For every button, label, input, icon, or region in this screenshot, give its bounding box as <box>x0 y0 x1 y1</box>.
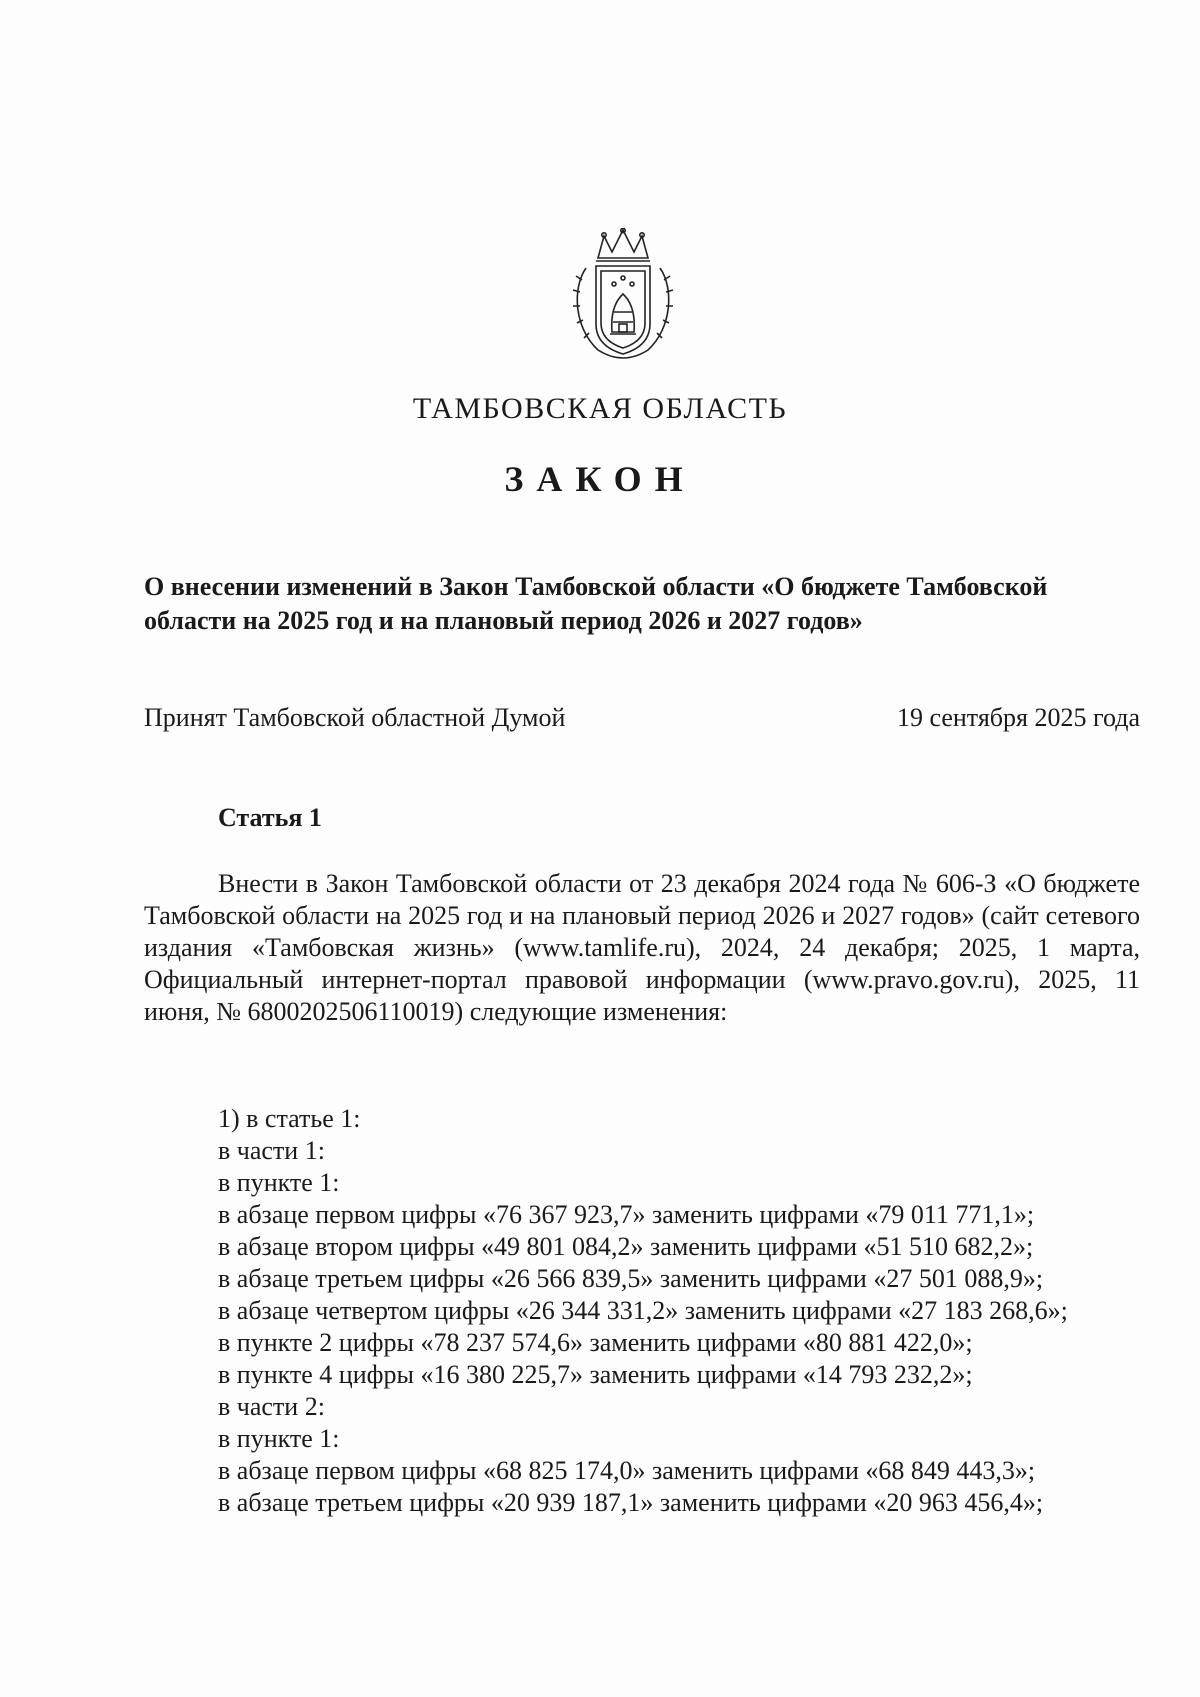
amendment-item: в части 1: <box>218 1136 325 1165</box>
amendment-item: в пункте 1: <box>218 1168 340 1197</box>
amendment-item: в абзаце третьем цифры «20 939 187,1» заменить цифрами «20 963 456,4»; <box>218 1488 1044 1517</box>
amendment-item: в пункте 4 цифры «16 380 225,7» заменить цифрами «14 793 232,2»; <box>218 1360 973 1389</box>
amendment-item: в абзаце третьем цифры «26 566 839,5» заменить цифрами «27 501 088,9»; <box>218 1264 1044 1293</box>
amendment-item: в абзаце первом цифры «76 367 923,7» заменить цифрами «79 011 771,1»; <box>218 1200 1035 1229</box>
amendment-item: в абзаце втором цифры «49 801 084,2» заменить цифрами «51 510 682,2»; <box>218 1232 1034 1261</box>
adoption-date: 19 сентября 2025 года <box>896 703 1140 732</box>
document-title: ЗАКОН <box>504 459 696 499</box>
amendment-item: в абзаце первом цифры «68 825 174,0» заменить цифрами «68 849 443,3»; <box>218 1456 1036 1485</box>
amendment-item: в абзаце четвертом цифры «26 344 331,2» заменить цифрами «27 183 268,6»; <box>218 1296 1068 1325</box>
adoption-line <box>144 703 1140 733</box>
amendment-item: в пункте 1: <box>218 1424 340 1453</box>
amendment-item: в части 2: <box>218 1392 325 1421</box>
amendments-list <box>144 1103 1140 1519</box>
amendment-item: в пункте 2 цифры «78 237 574,6» заменить цифрами «80 881 422,0»; <box>218 1328 973 1357</box>
law-subject: О внесении изменений в Закон Тамбовской области «О бюджете Тамбовской области на 2025 год и на плановый период 2026 и 2027 годов» <box>144 572 1048 635</box>
coat-of-arms-icon <box>568 228 678 370</box>
amendment-item: 1) в статье 1: <box>218 1104 361 1133</box>
article-intro: Внести в Закон Тамбовской области от 23 декабря 2024 года № 606-З «О бюджете Тамбовской области на 2025 год и на плановый период 2026 и 2027 годов» (сайт сетевого издания «Тамбовская жизнь» (www.tamlife.ru), 2024, 24 декабря; 2025, 1 марта, Официальный интернет-портал правовой информации (www.pravo.gov.ru), 2025, 11 июня, № 6800202506110019) следующие изменения: <box>144 869 1140 1026</box>
adopted-by: Принят Тамбовской областной Думой <box>144 703 566 732</box>
region-name: ТАМБОВСКАЯ ОБЛАСТЬ <box>412 392 788 425</box>
article-heading: Статья 1 <box>218 803 322 832</box>
